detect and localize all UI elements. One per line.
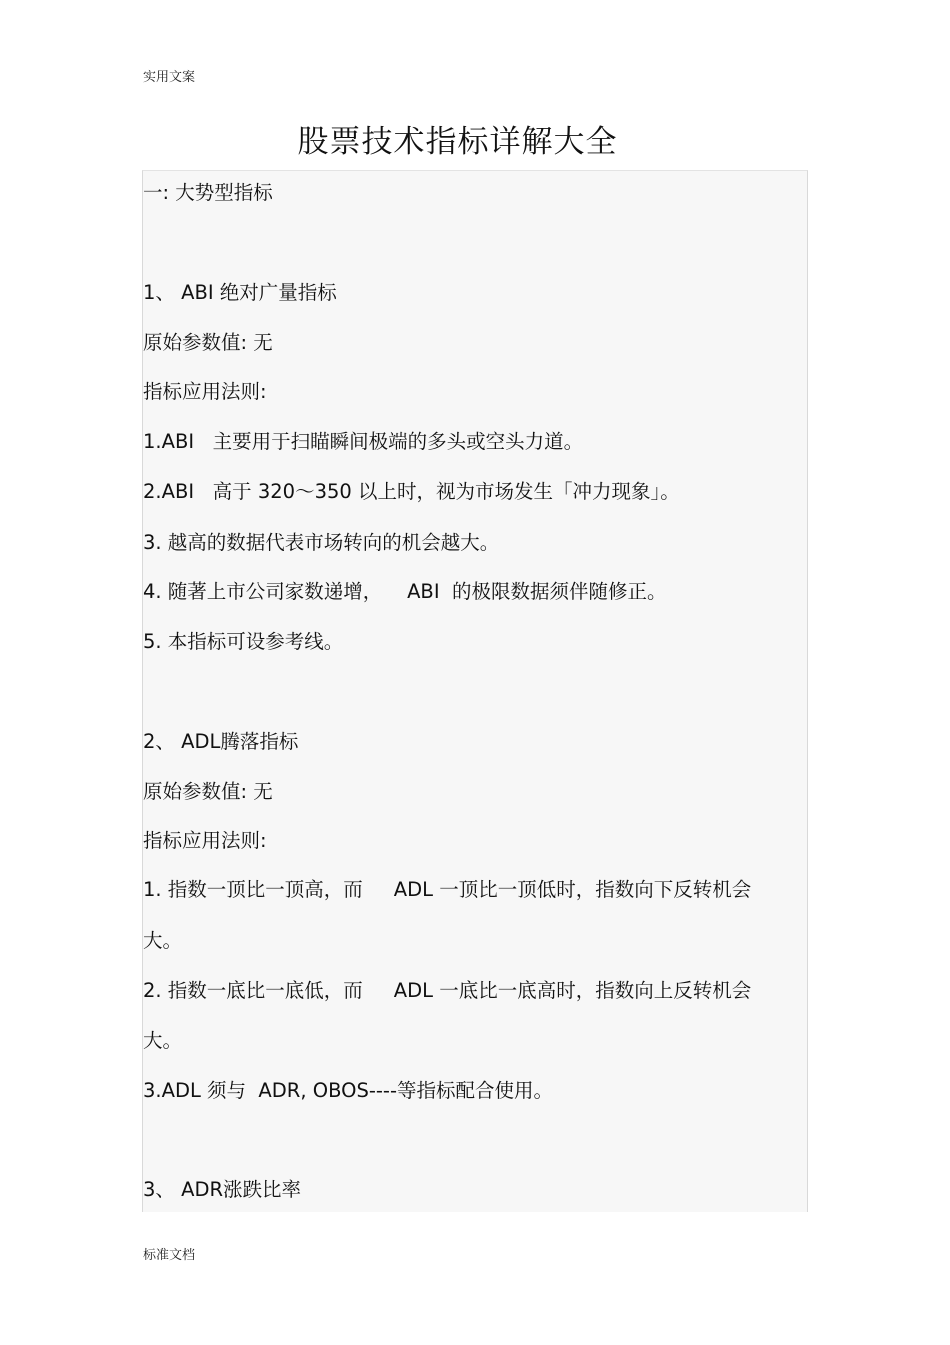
indicator-heading-adr: 3、 ADR涨跌比率 [143,1178,302,1201]
rule-line: 1. 指数一顶比一顶高，而 ADL 一顶比一顶低时，指数向下反转机会 [143,878,752,901]
param-line: 原始参数值: 无 [143,780,273,803]
rule-line: 4. 随著上市公司家数递增， ABI 的极限数据须伴随修正。 [143,580,667,603]
section-heading: 一: 大势型指标 [143,181,273,204]
param-line: 原始参数值: 无 [143,331,273,354]
rule-heading: 指标应用法则: [143,829,267,852]
rule-line: 2. 指数一底比一底低，而 ADL 一底比一底高时，指数向上反转机会 [143,979,752,1002]
rule-line-continuation: 大。 [143,1029,183,1052]
document-title: 股票技术指标详解大全 [297,124,618,160]
rule-line-continuation: 大。 [143,929,183,952]
footer-note: 标准文档 [143,1248,196,1263]
indicator-heading-abi: 1、 ABI 绝对广量指标 [143,281,337,304]
rule-line: 3. 越高的数据代表市场转向的机会越大。 [143,531,500,554]
rule-line: 3.ADL 须与 ADR, OBOS----等指标配合使用。 [143,1079,553,1102]
rule-line: 5. 本指标可设参考线。 [143,630,344,653]
indicator-heading-adl: 2、 ADL腾落指标 [143,730,299,753]
rule-heading: 指标应用法则: [143,380,267,403]
header-note: 实用文案 [143,70,196,85]
content-box [142,170,808,1212]
rule-line: 1.ABI 主要用于扫瞄瞬间极端的多头或空头力道。 [143,430,584,453]
rule-line: 2.ABI 高于 320～350 以上时，视为市场发生「冲力现象」。 [143,480,680,503]
